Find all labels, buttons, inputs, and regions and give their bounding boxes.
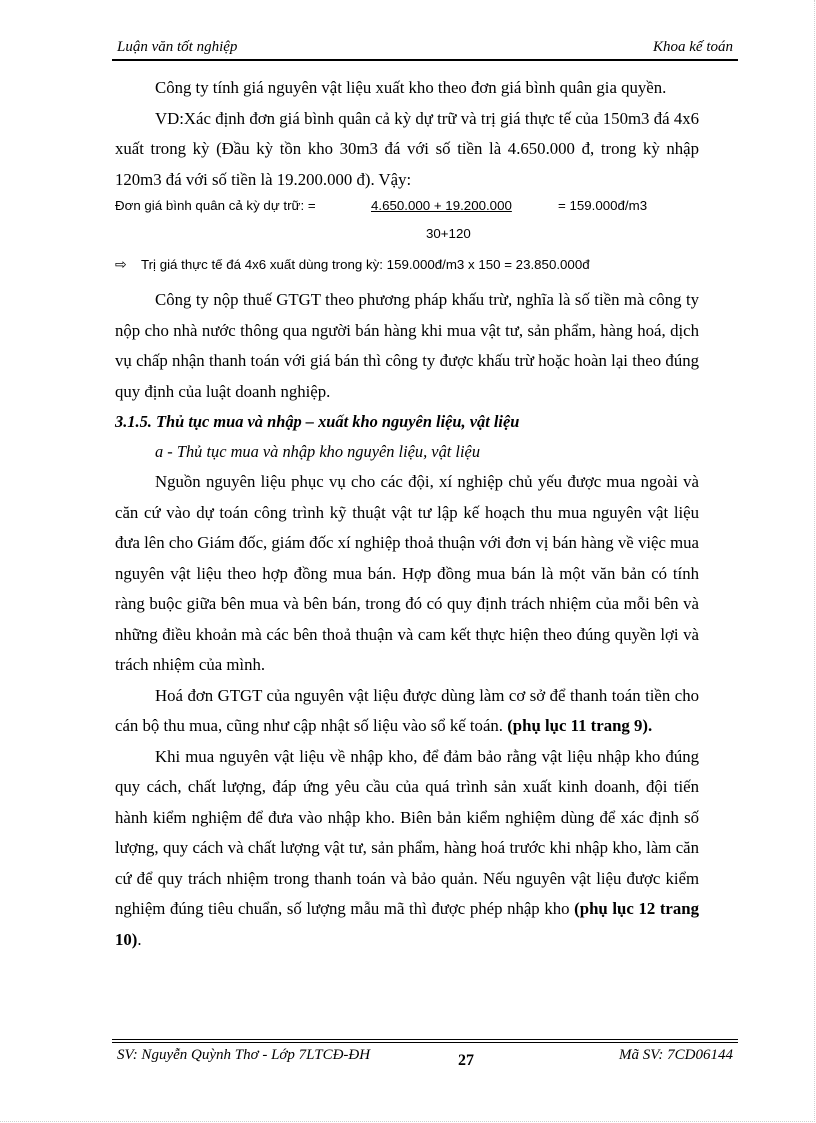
footer-rule-top (112, 1039, 738, 1040)
formula-numerator: 4.650.000 + 19.200.000 (371, 198, 512, 213)
subsection-heading: a - Thủ tục mua và nhập kho nguyên liệu, vật liệu (155, 442, 481, 461)
formula-result: = 159.000đ/m3 (558, 198, 648, 213)
inspection-text: Khi mua nguyên vật liệu về nhập kho, để đảm bảo rằng vật liệu nhập kho đúng quy cách, chất lượng, đáp ứng yêu cầu của quá trình sản xuất kinh doanh, đội tiến hành kiểm nghiệm để đưa vào nhập kho. Biên bản kiểm nghiệm dùng để xác định số lượng, quy cách và chất lượng vật tư, sản phẩm, hàng hoá trước khi nhập kho, làm căn cứ để quy trách nhiệm trong thanh toán và bảo quản. Nếu nguyên vật liệu được kiểm nghiệm đúng tiêu chuẩn, số lượng mẫu mã thì được phép nhập kho (115, 746, 699, 918)
formula-denominator: 30+120 (426, 226, 471, 241)
paragraph-sourcing: Nguồn nguyên liệu phục vụ cho các đội, xí nghiệp chủ yếu được mua ngoài và căn cứ vào dự toán công trình kỹ thuật vật tư lập kế hoạch thu mua nguyên vật liệu đưa lên cho Giám đốc, giám đốc xí nghiệp thoả thuận với đơn vị bán hàng về việc mua nguyên vật liệu theo hợp đồng mua bán. Hợp đồng mua bán là một văn bản có tính ràng buộc giữa bên mua và bên bán, trong đó có quy định trách nhiệm của mỗi bên và những điều khoản mà các bên thoả thuận và cam kết thực hiện theo đúng quyền lợi và trách nhiệm của mình. (115, 472, 699, 674)
paragraph-vat: Công ty nộp thuế GTGT theo phương pháp khấu trừ, nghĩa là số tiền mà công ty nộp cho nhà nước thông qua người bán hàng khi mua vật tư, sản phẩm, hàng hoá, dịch vụ chấp nhận thanh toán với giá bán thì công ty được khấu trừ hoặc hoàn lại theo đúng quy định của luật doanh nghiệp. (115, 290, 699, 401)
page-content (115, 73, 699, 955)
page-number: 27 (458, 1052, 474, 1069)
paragraph-invoice (115, 681, 699, 742)
inspection-end: . (137, 929, 142, 949)
appendix-ref-11: (phụ lục 11 trang 9). (507, 716, 653, 735)
paragraph-pricing-method: Công ty tính giá nguyên vật liệu xuất kho theo đơn giá bình quân gia quyền. (155, 78, 667, 97)
appendix-ref-12: (phụ lục 12 trang 10) (115, 899, 699, 949)
section-heading: 3.1.5. Thủ tục mua và nhập – xuất kho nguyên liệu, vật liệu (115, 412, 520, 431)
formula (115, 195, 699, 219)
paragraph-example: VD:Xác định đơn giá bình quân cả kỳ dự trữ và trị giá thực tế của 150m3 đá 4x6 xuất trong kỳ (Đầu kỳ tồn kho 30m3 đá với số tiền là 4.650.000 đ, trong kỳ nhập 120m3 đá với số tiền là 19.200.000 đ). Vậy: (115, 108, 699, 189)
header-right: Khoa kế toán (653, 39, 733, 55)
formula-label: Đơn giá bình quân cả kỳ dự trữ: = (115, 198, 316, 213)
footer-student-id: Mã SV: 7CD06144 (618, 1047, 733, 1063)
paragraph-inspection (115, 742, 699, 956)
arrow-right-icon: ⇨ (115, 256, 127, 272)
header-rule (112, 59, 738, 61)
result-text: Trị giá thực tế đá 4x6 xuất dùng trong kỳ: 159.000đ/m3 x 150 = 23.850.000đ (141, 257, 590, 272)
footer-student: SV: Nguyễn Quỳnh Thơ - Lớp 7LTCĐ-ĐH (117, 1047, 371, 1063)
footer-rule-bottom (112, 1042, 738, 1043)
invoice-text: Hoá đơn GTGT của nguyên vật liệu được dùng làm cơ sở để thanh toán tiền cho cán bộ thu mua, cũng như cập nhật số liệu vào sổ kế toán. (115, 685, 699, 735)
result-line (115, 245, 699, 285)
header-left: Luận văn tốt nghiệp (117, 39, 238, 55)
